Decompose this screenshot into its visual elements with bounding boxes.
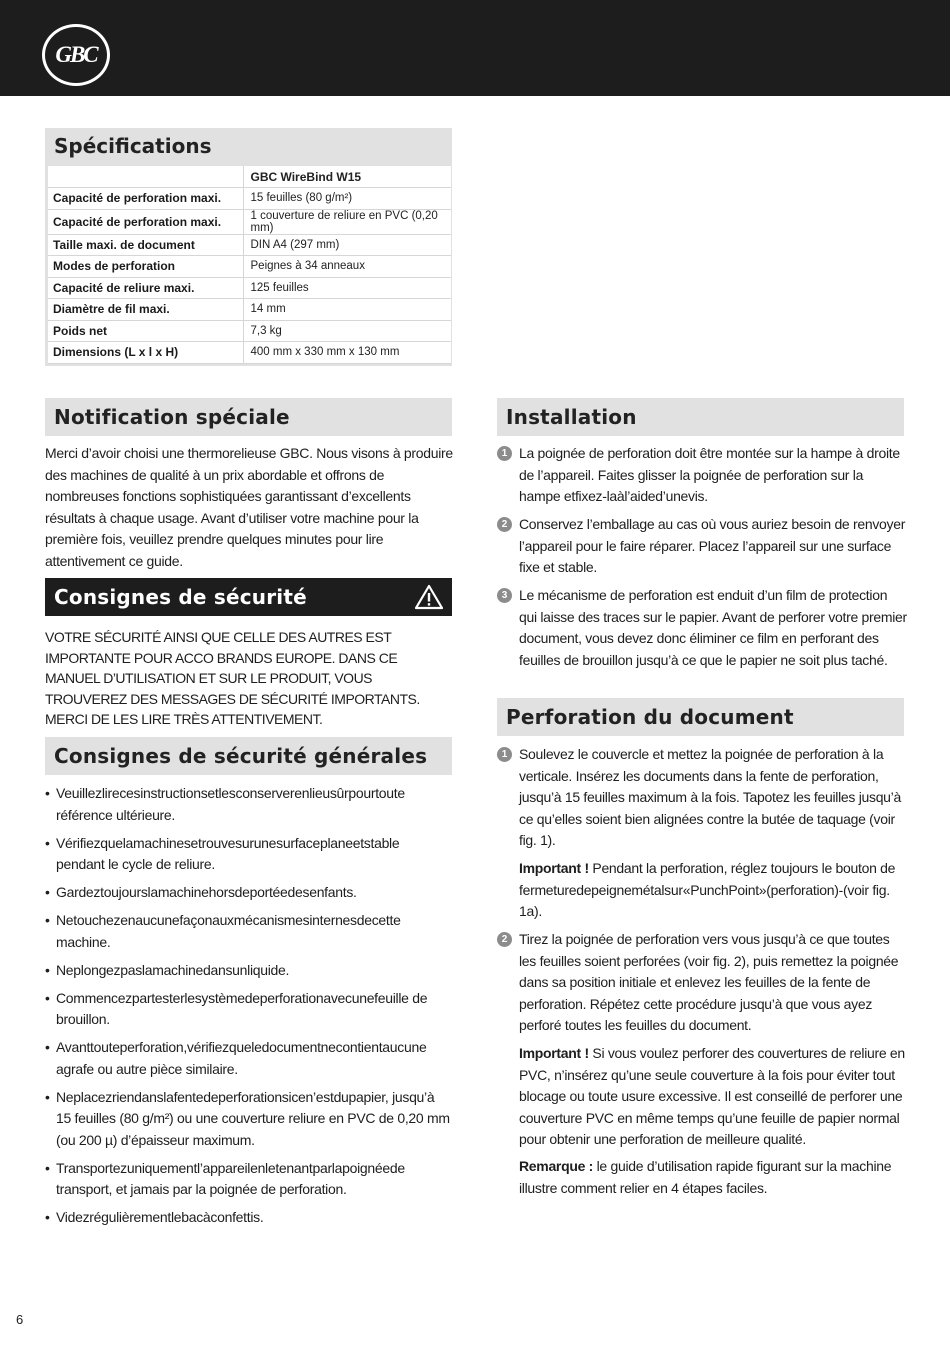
important-text: Pendant la perforation, réglez toujours le bouton de fermeturedepeignemétalsur«PunchPoint»(perforation)-(voir fig. 1a). — [519, 860, 896, 919]
step-number-icon: 1 — [497, 747, 512, 762]
step-number-icon: 3 — [497, 588, 512, 603]
step-text: Conservez l’emballage au cas où vous auriez besoin de renvoyer l’appareil pour le faire réparer. Placez l’appareil sur une surface fixe et stable. — [519, 516, 906, 575]
bullet-icon: • — [45, 1159, 50, 1176]
important-note — [519, 1043, 907, 1151]
specifications-table — [48, 166, 451, 364]
list-item-text: Gardeztoujourslamachinehorsdeportéedesenfants. — [56, 884, 357, 900]
step-text: Soulevez le couvercle et mettez la poignée de perforation à la verticale. Insérez les documents dans la fente de perforation, jusqu’à 15 feuilles maximum à la fois. Tapotez les feuilles jusqu’à ce qu’elles soient bien alignées contre la butée de taquage (voir fig. 1). — [519, 746, 901, 848]
important-label: Important ! — [519, 1045, 589, 1061]
general-safety-list — [45, 783, 450, 1235]
perforation-header — [497, 698, 904, 736]
list-item-text: Neplacezriendanslafentedeperforationsicen’estdupapier, jusqu’à 15 feuilles (80 g/m²) ou une couverture reliure en PVC de 0,20 mm (ou 200 µ) d’épaisseur maximum. — [56, 1088, 450, 1148]
perforation-title: Perforation du document — [506, 705, 794, 729]
notification-title: Notification spéciale — [54, 405, 290, 429]
warning-icon — [414, 584, 444, 610]
list-item-text: Neplongezpaslamachinedansunliquide. — [56, 961, 290, 978]
step-text: La poignée de perforation doit être montée sur la hampe à droite de l’appareil. Faites glisser la poignée de perforation sur la hampe etfixez-laàl’aided’unevis. — [519, 445, 900, 504]
remark-note — [519, 1156, 907, 1199]
list-item-text: Veuillezlirecesinstructionsetlesconserverenlieusûrpourtoute référence ultérieure. — [56, 785, 405, 823]
bullet-icon: • — [45, 785, 50, 801]
spec-label: Capacité de reliure maxi. — [48, 277, 243, 299]
table-header-row — [48, 166, 451, 188]
installation-header — [497, 398, 904, 436]
table-row — [48, 209, 451, 234]
table-row — [48, 342, 451, 364]
bullet-icon: • — [45, 961, 50, 978]
bullet-icon: • — [45, 1088, 50, 1105]
general-safety-header — [45, 737, 452, 775]
bullet-icon: • — [45, 989, 50, 1006]
spec-label: Diamètre de fil maxi. — [48, 299, 243, 321]
spec-value: DIN A4 (297 mm) — [243, 234, 451, 256]
list-item — [45, 1207, 450, 1229]
spec-value: 125 feuilles — [243, 277, 451, 299]
spec-value: 400 mm x 330 mm x 130 mm — [243, 342, 451, 364]
step-text: Le mécanisme de perforation est enduit d’un film de protection qui laisse des traces sur le papier. Avant de perforer votre premier document, vous devez donc éliminer ce film en perforant des feuilles de brouillon jusqu’à ce que le papier ne soit plus taché. — [519, 587, 907, 668]
spec-value: 14 mm — [243, 299, 451, 321]
list-item — [45, 882, 450, 904]
table-row — [48, 320, 451, 342]
bullet-icon: • — [45, 834, 50, 851]
important-note — [519, 858, 907, 923]
installation-step — [497, 514, 907, 579]
notification-header — [45, 398, 452, 436]
spec-value: 15 feuilles (80 g/m²) — [243, 188, 451, 210]
spec-label: Capacité de perforation maxi. — [48, 209, 243, 234]
spec-label: Capacité de perforation maxi. — [48, 188, 243, 210]
step-number-icon: 2 — [497, 932, 512, 947]
list-item — [45, 960, 450, 982]
safety-title: Consignes de sécurité — [54, 585, 307, 609]
spec-label: Dimensions (L x l x H) — [48, 342, 243, 364]
list-item — [45, 988, 450, 1031]
list-item-text: Vérifiezquelamachinesetrouvesurunesurfaceplaneetstable pendant le cycle de reliure. — [56, 834, 400, 872]
table-cell-empty — [48, 166, 243, 188]
safety-header — [45, 578, 452, 616]
top-banner — [0, 0, 950, 96]
perforation-step — [497, 929, 907, 1037]
bullet-icon: • — [45, 1039, 50, 1055]
remark-text: le guide d’utilisation rapide figurant sur la machine illustre comment relier en 4 étapes faciles. — [519, 1158, 892, 1196]
specifications-title: Spécifications — [54, 134, 212, 158]
list-item-text: Avanttouteperforation,vérifiezqueledocumentnecontientaucune agrafe ou autre pièce similaire. — [56, 1039, 427, 1077]
installation-title: Installation — [506, 405, 637, 429]
installation-step — [497, 585, 907, 671]
step-number-icon: 2 — [497, 517, 512, 532]
step-number-icon: 1 — [497, 446, 512, 461]
remark-label: Remarque : — [519, 1158, 594, 1174]
gbc-logo — [42, 24, 110, 86]
list-item-text: Transportezuniquementl’appareilenletenantparlapoignéede transport, et jamais par la poignée de perforation. — [56, 1159, 405, 1197]
page-number: 6 — [16, 1312, 24, 1327]
specifications-panel — [45, 128, 452, 366]
important-label: Important ! — [519, 860, 589, 876]
list-item-text: Videzrégulièrementlebacàconfettis. — [56, 1209, 264, 1225]
list-item — [45, 783, 450, 826]
model-name: GBC WireBind W15 — [243, 166, 451, 188]
bullet-icon: • — [45, 884, 50, 900]
general-safety-title: Consignes de sécurité générales — [54, 744, 428, 768]
spec-value: 1 couverture de reliure en PVC (0,20 mm) — [243, 209, 451, 234]
spec-label: Modes de perforation — [48, 256, 243, 278]
spec-value: 7,3 kg — [243, 320, 451, 342]
table-row — [48, 277, 451, 299]
table-row — [48, 188, 451, 210]
list-item — [45, 833, 450, 876]
spec-label: Taille maxi. de document — [48, 234, 243, 256]
list-item — [45, 1158, 450, 1201]
perforation-step — [497, 744, 907, 852]
spec-value: Peignes à 34 anneaux — [243, 256, 451, 278]
list-item — [45, 910, 450, 953]
table-row — [48, 234, 451, 256]
step-text: Tirez la poignée de perforation vers vous jusqu’à ce que toutes les feuilles soient perforées (voir fig. 2), puis remettez la poignée dans sa position initiale et enlevez les feuilles de la fente de perforation. Répétez cette procédure jusqu’à que vous ayez perforé toutes les feuilles du document. — [519, 931, 899, 1033]
list-item-text: Netouchezenaucunefaçonauxmécanismesinternesdecette machine. — [56, 912, 401, 950]
table-row — [48, 299, 451, 321]
notification-text: Merci d’avoir choisi une thermorelieuse GBC. Nous visons à produire des machines de qualité à un prix abordable et offrons de nombreuses fonctions sophistiquées garantissant d’excellents résultats à chaque usage. Avant d’utiliser votre machine pour la première fois, veuillez prendre quelques minutes pour lire attentivement ce guide. — [45, 445, 453, 569]
installation-step — [497, 443, 907, 508]
list-item — [45, 1037, 450, 1080]
bullet-icon: • — [45, 912, 50, 928]
list-item — [45, 1087, 450, 1152]
bullet-icon: • — [45, 1209, 50, 1225]
table-row — [48, 256, 451, 278]
list-item-text: Commencezpartesterlesystèmedeperforationavecunefeuille de brouillon. — [56, 989, 428, 1027]
safety-text: VOTRE SÉCURITÉ AINSI QUE CELLE DES AUTRES EST IMPORTANTE POUR ACCO BRANDS EUROPE. DANS CE MANUEL D’UTILISATION ET SUR LE PRODUIT, VOUS TROUVEREZ DES MESSAGES DE SÉCURITÉ IMPORTANTS. MERCI DE LES LIRE TRÈS ATTENTIVEMENT. — [45, 629, 420, 727]
logo-text: GBC — [55, 42, 97, 67]
important-text: Si vous voulez perforer des couvertures de reliure en PVC, n’insérez qu’une seule couverture à la fois pour éviter tout blocage ou toute usure excessive. Il est conseillé de perforer une couverture PVC en même temps qu’une feuille de papier normal pour obtenir une perforation de meilleure qualité. — [519, 1045, 905, 1147]
spec-label: Poids net — [48, 320, 243, 342]
